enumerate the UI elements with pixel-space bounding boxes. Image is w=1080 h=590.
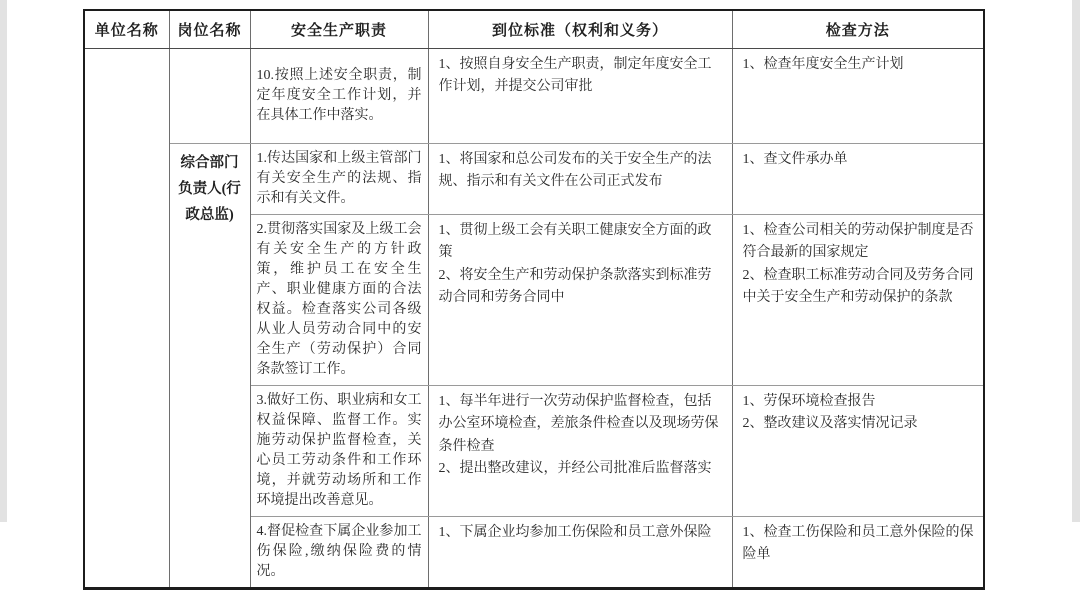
method-item: 2、检查职工标准劳动合同及劳务合同中关于安全生产和劳动保护的条款 <box>742 267 974 305</box>
duty-cell: 10.按照上述安全职责，制定年度安全工作计划，并在具体工作中落实。 <box>250 48 428 143</box>
method-item: 1、劳保环境检查报告 <box>742 393 876 409</box>
position-cell: 综合部门负责人(行政总监) <box>169 143 250 588</box>
duty-cell: 3.做好工伤、职业病和女工权益保障、监督工作。实施劳动保护监督检查，关心员工劳动条件和工作环境，并就劳动场所和工作环境提出改善意见。 <box>250 385 428 516</box>
table-row <box>84 48 984 143</box>
method-item: 1、查文件承办单 <box>742 151 848 167</box>
method-cell <box>732 516 984 588</box>
method-cell <box>732 143 984 214</box>
standard-item: 1、每半年进行一次劳动保护监督检查，包括办公室环境检查，差旅条件检查以及现场劳保条件检查 <box>438 393 719 454</box>
header-safety-duty: 安全生产职责 <box>250 10 428 48</box>
header-row <box>84 10 984 48</box>
standard-cell <box>428 48 732 143</box>
method-item: 1、检查工伤保险和员工意外保险的保险单 <box>742 524 974 562</box>
standard-item: 1、按照自身安全生产职责，制定年度安全工作计划，并提交公司审批 <box>438 56 712 94</box>
duty-cell: 2.贯彻落实国家及上级工会有关安全生产的方针政策，维护员工在安全生产、职业健康方面的合法权益。检查落实公司各级从业人员劳动合同中的安全生产（劳动保护）合同条款签订工作。 <box>250 214 428 385</box>
unit-name-cell <box>84 48 169 588</box>
standard-item: 1、将国家和总公司发布的关于安全生产的法规、指示和有关文件在公司正式发布 <box>438 151 712 189</box>
standard-cell <box>428 143 732 214</box>
standard-cell <box>428 385 732 516</box>
duty-cell: 4.督促检查下属企业参加工伤保险,缴纳保险费的情况。 <box>250 516 428 588</box>
standard-item: 1、贯彻上级工会有关职工健康安全方面的政策 <box>438 222 712 260</box>
method-cell <box>732 48 984 143</box>
right-edge-strip <box>1072 0 1080 522</box>
safety-responsibility-table <box>83 9 985 590</box>
standard-item: 2、将安全生产和劳动保护条款落实到标准劳动合同和劳务合同中 <box>438 267 712 305</box>
header-unit-name: 单位名称 <box>84 10 169 48</box>
position-cell-empty <box>169 48 250 143</box>
header-position-name: 岗位名称 <box>169 10 250 48</box>
standard-item: 1、下属企业均参加工伤保险和员工意外保险 <box>438 524 712 540</box>
standard-cell <box>428 214 732 385</box>
header-standard: 到位标准（权利和义务） <box>428 10 732 48</box>
method-cell <box>732 214 984 385</box>
duty-cell: 1.传达国家和上级主管部门有关安全生产的法规、指示和有关文件。 <box>250 143 428 214</box>
method-item: 2、整改建议及落实情况记录 <box>742 416 918 431</box>
method-item: 1、检查公司相关的劳动保护制度是否符合最新的国家规定 <box>742 222 974 260</box>
method-item: 1、检查年度安全生产计划 <box>742 56 904 72</box>
table-row <box>84 143 984 214</box>
header-check-method: 检查方法 <box>732 10 984 48</box>
standard-item: 2、提出整改建议，并经公司批准后监督落实 <box>438 461 712 476</box>
method-cell <box>732 385 984 516</box>
left-edge-strip <box>0 0 7 522</box>
standard-cell <box>428 516 732 588</box>
